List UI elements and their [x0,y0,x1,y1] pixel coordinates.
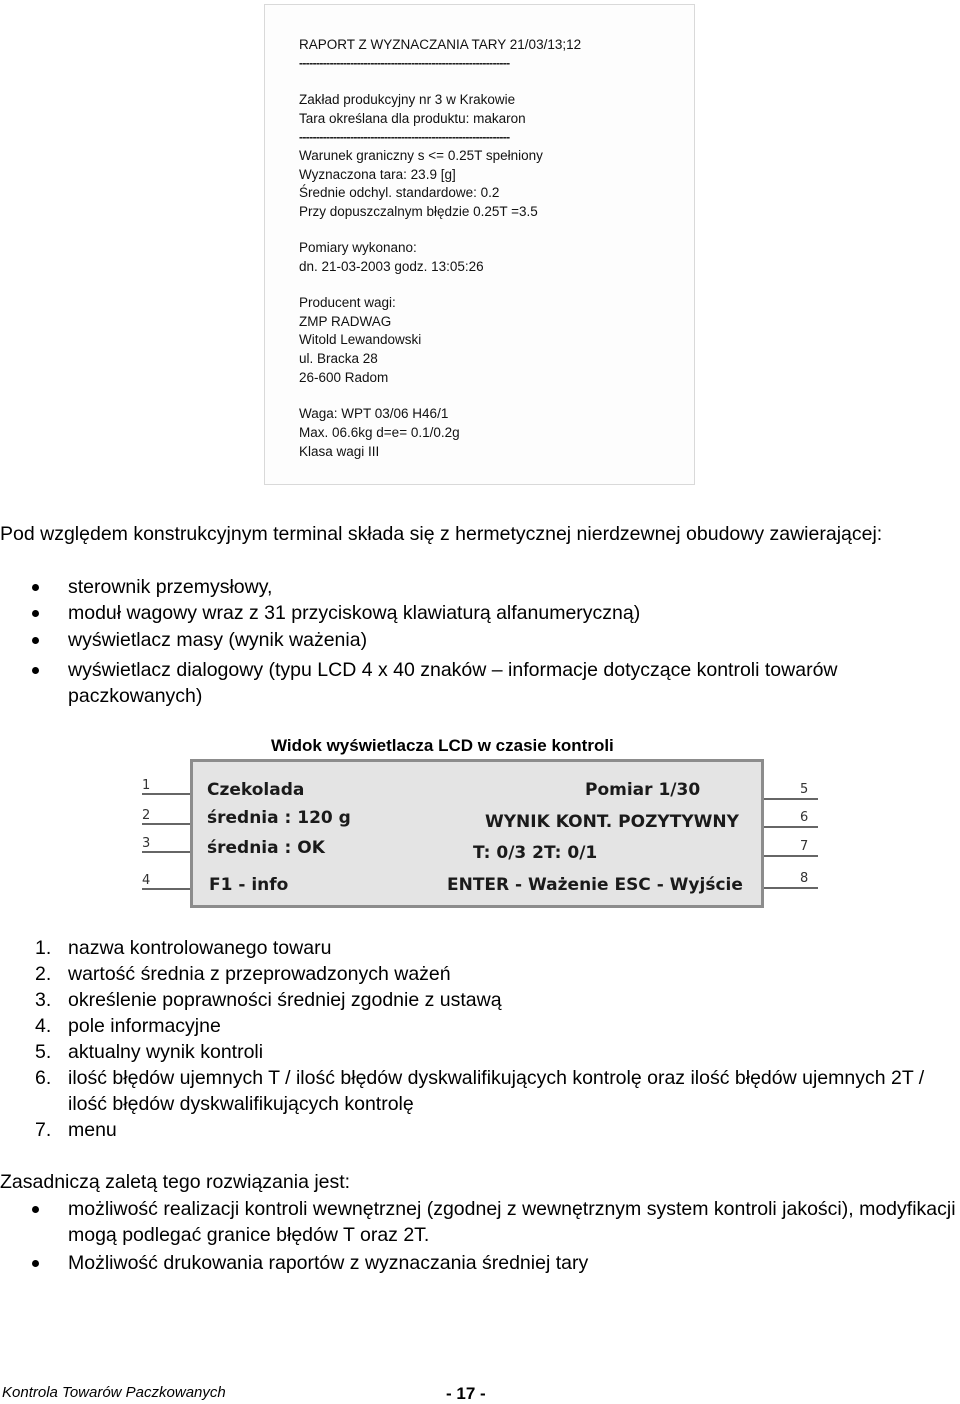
legend-text: wartość średnia z przeprowadzonych ważeń [68,963,451,985]
lcd-figure [138,755,828,915]
report-line: Pomiary wykonano: [299,240,417,255]
list-item-text: Możliwość drukowania raportów z wyznaczania średniej tary [68,1252,589,1274]
callout-line [758,887,818,889]
advantages-heading: Zasadniczą zaletą tego rozwiązania jest: [0,1171,351,1193]
list-item-text: moduł wagowy wraz z 31 przyciskową klawiaturą alfanumeryczną) [68,602,641,624]
callout-label: 3 [142,836,151,851]
bullet-icon [32,637,39,644]
report-line: Max. 06.6kg d=e= 0.1/0.2g [299,425,460,440]
lcd-menu: ENTER - Ważenie ESC - Wyjście [447,875,743,895]
lcd-average-value: średnia : 120 g [207,808,351,828]
report-line: dn. 21-03-2003 godz. 13:05:26 [299,259,484,274]
legend-number: 4. [35,1015,52,1037]
report-line: ZMP RADWAG [299,314,392,329]
report-line: Producent wagi: [299,295,396,310]
bullet-icon [32,1206,39,1213]
legend-number: 3. [35,989,52,1011]
report-line: Klasa wagi III [299,444,380,459]
callout-label: 4 [142,873,151,888]
report-separator: -------------------------------------------------------------- [299,130,510,144]
legend-number: 1. [35,937,52,959]
lcd-average-status: średnia : OK [207,838,325,858]
callout-label: 7 [800,839,809,854]
callout-label: 6 [800,810,809,825]
legend-number: 6. [35,1067,52,1089]
legend-text: ilość błędów ujemnych T / ilość błędów dyskwalifikujących kontrolę oraz ilość błędów ujemnych 2T / ilość błędów dyskwalifikujących kontrolę [68,1067,925,1115]
report-line: Przy dopuszczalnym błędzie 0.25T =3.5 [299,204,538,219]
legend-text: aktualny wynik kontroli [68,1041,264,1063]
lcd-control-result: WYNIK KONT. POZYTYWNY [485,812,739,832]
legend-text: menu [68,1119,117,1141]
lcd-product-name: Czekolada [207,780,305,800]
intro-paragraph: Pod względem konstrukcyjnym terminal składa się z hermetycznej nierdzewnej obudowy zawierającej: [0,523,883,545]
list-item-text: sterownik przemysłowy, [68,576,273,598]
legend-text: pole informacyjne [68,1015,221,1037]
legend-text: określenie poprawności średniej zgodnie z ustawą [68,989,502,1011]
report-printout [264,4,695,485]
report-line: Tara określana dla produktu: makaron [299,111,526,126]
legend-number: 7. [35,1119,52,1141]
legend-number: 5. [35,1041,52,1063]
report-line: Warunek graniczny s <= 0.25T spełniony [299,148,543,163]
report-separator: -------------------------------------------------------------- [299,56,510,70]
list-item-text: wyświetlacz masy (wynik ważenia) [68,629,368,651]
bullet-icon [32,667,39,674]
report-line: 26-600 Radom [299,370,389,385]
list-item-text: wyświetlacz dialogowy (typu LCD 4 x 40 znaków – informacje dotyczące kontroli towarów paczkowanych) [68,659,838,707]
callout-label: 5 [800,782,809,797]
bullet-icon [32,610,39,617]
lcd-error-counts: T: 0/3 2T: 0/1 [473,843,598,863]
bullet-icon [32,584,39,591]
callout-label: 8 [800,871,809,886]
lcd-display [190,759,764,908]
callout-label: 1 [142,778,151,793]
list-item-text: możliwość realizacji kontroli wewnętrznej (zgodnej z wewnętrznym system kontroli jakości), modyfikacji mogą podlegać granice błędów T oraz 2T. [68,1198,956,1246]
report-line: Witold Lewandowski [299,332,422,347]
callout-label: 2 [142,808,151,823]
legend-number: 2. [35,963,52,985]
report-line: Zakład produkcyjny nr 3 w Krakowie [299,92,516,107]
bullet-icon [32,1260,39,1267]
lcd-measurement-counter: Pomiar 1/30 [585,780,701,800]
report-title: RAPORT Z WYZNACZANIA TARY 21/03/13;12 [299,37,582,52]
report-line: Wyznaczona tara: 23.9 [g] [299,167,456,182]
page-number: - 17 - [446,1384,486,1403]
report-line: Średnie odchyl. standardowe: 0.2 [299,185,500,200]
legend-text: nazwa kontrolowanego towaru [68,937,332,959]
lcd-info-field: F1 - info [209,875,289,895]
report-line: ul. Bracka 28 [299,351,378,366]
callout-line [758,826,818,828]
footer-title: Kontrola Towarów Paczkowanych [2,1384,226,1401]
report-line: Waga: WPT 03/06 H46/1 [299,406,449,421]
figure-caption: Widok wyświetlacza LCD w czasie kontroli [271,736,614,755]
